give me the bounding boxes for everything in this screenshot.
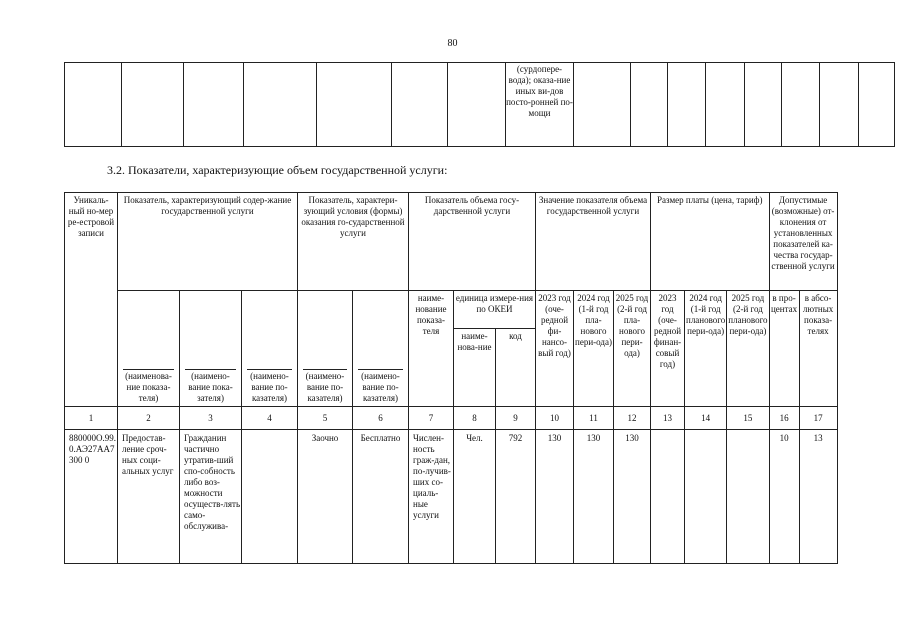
value-2024: 130: [574, 430, 614, 564]
continuation-text: (сурдопере-вода); оказа-ние иных ви-дов посто-ронней по-мощи: [506, 63, 574, 147]
column-number: 1: [65, 407, 118, 430]
header-unit-name: наиме-нова-ние: [454, 329, 496, 407]
fee-2023: [651, 430, 685, 564]
empty-cell: [65, 63, 122, 147]
fee-2024: [685, 430, 727, 564]
empty-cell: [317, 63, 392, 147]
column-number: 15: [727, 407, 769, 430]
registry-number: 880000О.99.0.АЭ27АА7300 0: [65, 430, 118, 564]
header-conditions-indicator: Показатель, характери-зующий условия (формы) оказания го-сударственной услуги: [298, 193, 409, 291]
header-sub-name-4: (наимено-вание по-казателя): [242, 291, 298, 407]
empty-cell: [706, 63, 745, 147]
column-number: 3: [180, 407, 242, 430]
volume-indicators-table: [64, 192, 838, 564]
header-fee-2023: 2023 год (оче-редной финан-совый год): [651, 291, 685, 407]
empty-cell: [122, 63, 184, 147]
empty-cell: [668, 63, 706, 147]
deviation-percent: 10: [769, 430, 799, 564]
indicator-name: Числен-ность граж-дан, по-лучив-ших со-циаль-ные услуги: [409, 430, 454, 564]
column-number: 7: [409, 407, 454, 430]
content-indicator-3: [242, 430, 298, 564]
column-number: 4: [242, 407, 298, 430]
header-fee-2025: 2025 год (2-й год планового пери-ода): [727, 291, 769, 407]
header-sub-name-5: (наимено-вание по-казателя): [298, 291, 353, 407]
header-content-indicator: Показатель, характеризующий содер-жание государственной услуги: [118, 193, 298, 291]
fee-2025: [727, 430, 769, 564]
header-code: код: [496, 329, 536, 407]
header-sub-name-3: (наимено-вание пока-зателя): [180, 291, 242, 407]
table-row: [65, 430, 838, 564]
column-number: 12: [614, 407, 651, 430]
header-volume-2025: 2025 год (2-й год пла-нового пери-ода): [614, 291, 651, 407]
empty-cell: [745, 63, 782, 147]
column-number: 16: [769, 407, 799, 430]
empty-cell: [782, 63, 820, 147]
column-number: 11: [574, 407, 614, 430]
deviation-absolute: 13: [799, 430, 837, 564]
column-number: 17: [799, 407, 837, 430]
header-volume-indicator: Показатель объема госу-дарственной услуги: [409, 193, 536, 291]
value-2023: 130: [536, 430, 574, 564]
condition-payment: Бесплатно: [353, 430, 409, 564]
column-number: 13: [651, 407, 685, 430]
header-absolute: в абсо-лютных показа-телях: [799, 291, 837, 407]
header-sub-name-6: (наимено-вание по-казателя): [353, 291, 409, 407]
header-indicator-name: наиме-нование показа-теля: [409, 291, 454, 407]
header-sub-name-2: (наименова-ние показа-теля): [118, 291, 180, 407]
header-unit-okei: единица измере-ния по ОКЕИ: [454, 291, 536, 329]
condition-form: Заочно: [298, 430, 353, 564]
empty-cell: [448, 63, 506, 147]
column-number: 9: [496, 407, 536, 430]
header-deviation: Допустимые (возможные) от-клонения от установленных показателей ка-чества государ-ственной услуги: [769, 193, 837, 291]
continued-table: [64, 62, 895, 147]
column-number: 10: [536, 407, 574, 430]
column-number: 2: [118, 407, 180, 430]
empty-cell: [244, 63, 317, 147]
empty-cell: [184, 63, 244, 147]
column-number: 6: [353, 407, 409, 430]
content-indicator-1: Предостав-ление сроч-ных соци-альных услуг: [118, 430, 180, 564]
unit-name: Чел.: [454, 430, 496, 564]
empty-cell: [392, 63, 448, 147]
header-fee: Размер платы (цена, тариф): [651, 193, 770, 291]
header-volume-value: Значение показателя объема государственной услуги: [536, 193, 651, 291]
column-number: 8: [454, 407, 496, 430]
empty-cell: [631, 63, 668, 147]
page-number: 80: [447, 38, 458, 49]
column-number: 14: [685, 407, 727, 430]
header-volume-2023: 2023 год (оче-редной фи-нансо-вый год): [536, 291, 574, 407]
header-fee-2024: 2024 год (1-й год планового пери-ода): [685, 291, 727, 407]
content-indicator-2: Гражданин частично утратив-ший спо-собность либо воз-можности осуществ-лять само-обслужива-: [180, 430, 242, 564]
unit-code: 792: [496, 430, 536, 564]
empty-cell: [574, 63, 631, 147]
header-percent: в про-центах: [769, 291, 799, 407]
section-title: 3.2. Показатели, характеризующие объем государственной услуги:: [107, 163, 448, 177]
header-volume-2024: 2024 год (1-й год пла-нового пери-ода): [574, 291, 614, 407]
header-unique-number: Уникаль-ный но-мер ре-естровой записи: [65, 193, 118, 407]
empty-cell: [820, 63, 859, 147]
empty-cell: [859, 63, 895, 147]
value-2025: 130: [614, 430, 651, 564]
column-number: 5: [298, 407, 353, 430]
